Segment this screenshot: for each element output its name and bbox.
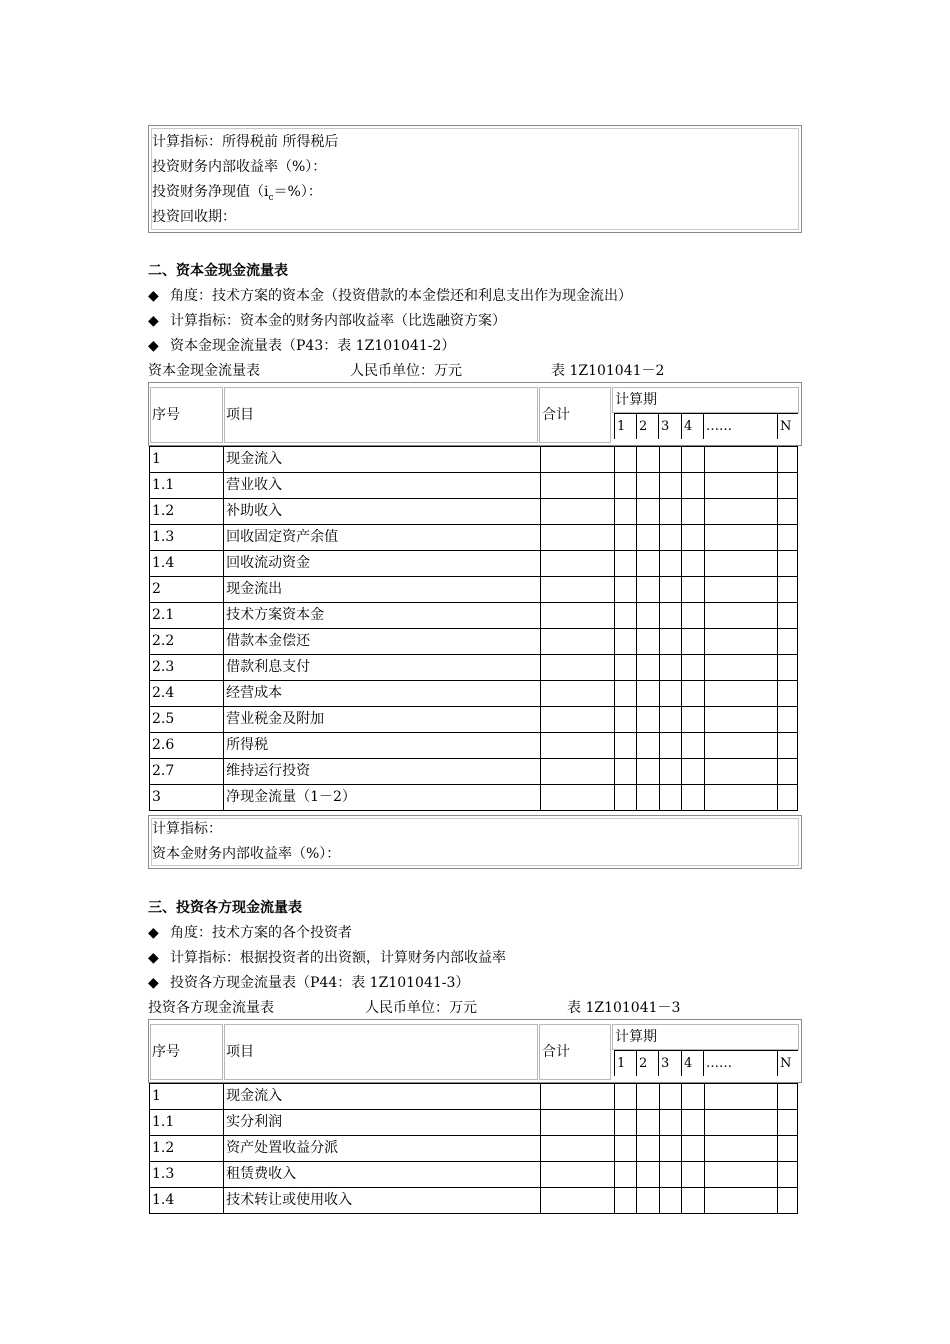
table3-caption-left: 投资各方现金流量表 xyxy=(148,1000,274,1016)
row-value-cell xyxy=(614,603,636,629)
row-value-cell xyxy=(540,525,614,551)
row-value-cell xyxy=(636,629,659,655)
table-row xyxy=(150,629,798,655)
row-seq: 1.3 xyxy=(150,1162,224,1188)
table2-footer-line-1: 计算指标： xyxy=(152,821,222,837)
table2-header-item-cell xyxy=(224,387,538,443)
row-value-cell xyxy=(681,1110,704,1136)
row-value-cell xyxy=(614,1084,636,1110)
table-row xyxy=(150,655,798,681)
row-value-cell xyxy=(636,499,659,525)
section2-bullet: ◆ 资本金现金流量表（P43：表 1Z101041-2） xyxy=(148,338,456,354)
row-item: 资产处置收益分派 xyxy=(224,1136,540,1162)
row-value-cell xyxy=(614,655,636,681)
row-item: 回收流动资金 xyxy=(224,551,540,577)
table3-period-col-3: 3 xyxy=(659,1050,682,1076)
table2-header-item: 项目 xyxy=(226,407,254,423)
row-item: 借款利息支付 xyxy=(224,655,540,681)
row-value-cell xyxy=(636,577,659,603)
row-item: 补助收入 xyxy=(224,499,540,525)
row-value-cell xyxy=(777,577,797,603)
row-value-cell xyxy=(681,785,704,811)
row-value-cell xyxy=(540,733,614,759)
table3-header-total: 合计 xyxy=(542,1044,570,1060)
table-row xyxy=(150,525,798,551)
row-seq: 2.4 xyxy=(150,681,224,707)
row-value-cell xyxy=(540,655,614,681)
section2-bullet: ◆ 角度：技术方案的资本金（投资借款的本金偿还和利息支出作为现金流出） xyxy=(148,288,632,304)
row-value-cell xyxy=(614,785,636,811)
indicator-line-2: 投资财务内部收益率（%）： xyxy=(152,159,327,175)
indicator-line-3: 投资财务净现值$(i_c=\%)$： xyxy=(152,184,322,203)
table-row xyxy=(150,577,798,603)
row-value-cell xyxy=(636,681,659,707)
table3-period-col-4: 4 xyxy=(682,1050,704,1076)
table2-header xyxy=(148,382,802,446)
row-value-cell xyxy=(777,655,797,681)
row-value-cell xyxy=(777,759,797,785)
table2-period-col-3: 3 xyxy=(659,413,682,439)
row-value-cell xyxy=(681,655,704,681)
row-value-cell xyxy=(681,1084,704,1110)
row-value-cell xyxy=(614,629,636,655)
row-value-cell xyxy=(777,603,797,629)
row-value-cell xyxy=(540,603,614,629)
row-value-cell xyxy=(540,577,614,603)
table-row xyxy=(150,1162,798,1188)
row-value-cell xyxy=(704,551,777,577)
table-row xyxy=(150,785,798,811)
section3-heading: 三、投资各方现金流量表 xyxy=(148,900,302,916)
row-value-cell xyxy=(777,525,797,551)
row-value-cell xyxy=(540,473,614,499)
table3-header-period: 计算期 xyxy=(615,1029,657,1045)
row-value-cell xyxy=(659,1162,681,1188)
table3-caption-right: 表 1Z101041－3 xyxy=(567,1000,681,1016)
row-value-cell xyxy=(681,447,704,473)
table3-header-seq: 序号 xyxy=(152,1044,180,1060)
row-value-cell xyxy=(614,707,636,733)
row-value-cell xyxy=(777,1188,797,1214)
row-value-cell xyxy=(777,499,797,525)
row-item: 经营成本 xyxy=(224,681,540,707)
table2-period-col-1: 1 xyxy=(614,413,637,439)
row-value-cell xyxy=(614,447,636,473)
row-value-cell xyxy=(704,447,777,473)
row-value-cell xyxy=(704,785,777,811)
row-value-cell xyxy=(704,733,777,759)
table-row xyxy=(150,473,798,499)
row-value-cell xyxy=(777,1136,797,1162)
row-seq: 2.1 xyxy=(150,603,224,629)
indicator-line-1: 计算指标：所得税前 所得税后 xyxy=(152,134,339,150)
table-row xyxy=(150,447,798,473)
row-value-cell xyxy=(614,551,636,577)
row-value-cell xyxy=(704,603,777,629)
table3-period-col-2: 2 xyxy=(637,1050,659,1076)
row-value-cell xyxy=(659,733,681,759)
row-value-cell xyxy=(614,1162,636,1188)
row-value-cell xyxy=(636,525,659,551)
row-value-cell xyxy=(636,551,659,577)
row-value-cell xyxy=(704,655,777,681)
row-value-cell xyxy=(704,681,777,707)
row-value-cell xyxy=(681,1136,704,1162)
row-value-cell xyxy=(659,1084,681,1110)
row-seq: 2.6 xyxy=(150,733,224,759)
row-value-cell xyxy=(636,1110,659,1136)
table2-caption-right: 表 1Z101041－2 xyxy=(551,363,665,379)
row-item: 回收固定资产余值 xyxy=(224,525,540,551)
row-item: 实分利润 xyxy=(224,1110,540,1136)
row-item: 技术转让或使用收入 xyxy=(224,1188,540,1214)
table-row xyxy=(150,499,798,525)
row-value-cell xyxy=(704,473,777,499)
table3-period-col-1: 1 xyxy=(614,1050,637,1076)
row-value-cell xyxy=(704,525,777,551)
row-value-cell xyxy=(540,681,614,707)
table2-caption-left: 资本金现金流量表 xyxy=(148,363,260,379)
row-value-cell xyxy=(681,1162,704,1188)
row-value-cell xyxy=(614,577,636,603)
row-value-cell xyxy=(777,473,797,499)
row-value-cell xyxy=(681,603,704,629)
row-seq: 1.2 xyxy=(150,499,224,525)
row-item: 现金流入 xyxy=(224,1084,540,1110)
row-value-cell xyxy=(681,577,704,603)
row-value-cell xyxy=(636,785,659,811)
row-value-cell xyxy=(540,707,614,733)
row-value-cell xyxy=(540,447,614,473)
row-item: 净现金流量（1－2） xyxy=(224,785,540,811)
table-row xyxy=(150,1110,798,1136)
row-value-cell xyxy=(659,1136,681,1162)
row-item: 现金流入 xyxy=(224,447,540,473)
row-value-cell xyxy=(704,629,777,655)
row-value-cell xyxy=(659,473,681,499)
section3-bullet: ◆ 计算指标：根据投资者的出资额，计算财务内部收益率 xyxy=(148,950,506,966)
table-row xyxy=(150,551,798,577)
row-seq: 1.1 xyxy=(150,1110,224,1136)
table3-body xyxy=(149,1083,798,1214)
row-value-cell xyxy=(636,733,659,759)
row-item: 现金流出 xyxy=(224,577,540,603)
row-value-cell xyxy=(704,759,777,785)
row-value-cell xyxy=(614,733,636,759)
row-value-cell xyxy=(636,473,659,499)
row-value-cell xyxy=(540,499,614,525)
table3-header-item-cell xyxy=(224,1024,538,1080)
row-seq: 1.1 xyxy=(150,473,224,499)
table-row xyxy=(150,759,798,785)
row-value-cell xyxy=(614,499,636,525)
row-seq: 1 xyxy=(150,1084,224,1110)
row-item: 技术方案资本金 xyxy=(224,603,540,629)
row-value-cell xyxy=(540,1188,614,1214)
table3-period-col-n: N xyxy=(778,1050,798,1076)
section2-bullet: ◆ 计算指标：资本金的财务内部收益率（比选融资方案） xyxy=(148,313,506,329)
table-row xyxy=(150,707,798,733)
row-value-cell xyxy=(777,629,797,655)
row-value-cell xyxy=(704,1136,777,1162)
row-value-cell xyxy=(659,499,681,525)
row-value-cell xyxy=(704,1084,777,1110)
row-value-cell xyxy=(614,1188,636,1214)
row-value-cell xyxy=(659,1110,681,1136)
row-item: 所得税 xyxy=(224,733,540,759)
section3-bullet: ◆ 角度：技术方案的各个投资者 xyxy=(148,925,352,941)
row-value-cell xyxy=(659,447,681,473)
table3-header xyxy=(148,1019,802,1083)
row-value-cell xyxy=(540,1136,614,1162)
row-value-cell xyxy=(704,1110,777,1136)
row-value-cell xyxy=(614,1136,636,1162)
row-value-cell xyxy=(659,577,681,603)
table3-header-item: 项目 xyxy=(226,1044,254,1060)
row-value-cell xyxy=(681,499,704,525)
row-value-cell xyxy=(659,1188,681,1214)
row-seq: 1.3 xyxy=(150,525,224,551)
row-item: 营业收入 xyxy=(224,473,540,499)
table2-period-col-n: N xyxy=(778,413,798,439)
row-value-cell xyxy=(659,525,681,551)
row-value-cell xyxy=(636,1188,659,1214)
row-value-cell xyxy=(681,681,704,707)
row-value-cell xyxy=(540,1162,614,1188)
row-value-cell xyxy=(777,551,797,577)
row-value-cell xyxy=(681,629,704,655)
row-value-cell xyxy=(659,785,681,811)
row-seq: 2.7 xyxy=(150,759,224,785)
row-value-cell xyxy=(614,473,636,499)
row-seq: 2.3 xyxy=(150,655,224,681)
row-value-cell xyxy=(636,759,659,785)
row-value-cell xyxy=(681,733,704,759)
table-row xyxy=(150,733,798,759)
row-value-cell xyxy=(614,681,636,707)
table2-period-col-4: 4 xyxy=(682,413,704,439)
row-value-cell xyxy=(777,1084,797,1110)
row-value-cell xyxy=(681,759,704,785)
row-value-cell xyxy=(636,707,659,733)
row-value-cell xyxy=(659,707,681,733)
table2-footer-line-2: 资本金财务内部收益率（%）： xyxy=(152,846,341,862)
table3-period-col-ellipsis: …… xyxy=(704,1050,778,1076)
table-row xyxy=(150,1188,798,1214)
row-value-cell xyxy=(540,551,614,577)
row-value-cell xyxy=(540,759,614,785)
row-seq: 1 xyxy=(150,447,224,473)
row-value-cell xyxy=(704,499,777,525)
row-value-cell xyxy=(704,577,777,603)
row-value-cell xyxy=(659,759,681,785)
table2-period-col-ellipsis: …… xyxy=(704,413,778,439)
row-value-cell xyxy=(777,707,797,733)
row-value-cell xyxy=(614,759,636,785)
row-value-cell xyxy=(659,655,681,681)
table-row xyxy=(150,1136,798,1162)
row-value-cell xyxy=(777,681,797,707)
row-value-cell xyxy=(540,629,614,655)
row-value-cell xyxy=(704,1188,777,1214)
row-value-cell xyxy=(540,1084,614,1110)
row-seq: 2.5 xyxy=(150,707,224,733)
row-value-cell xyxy=(540,785,614,811)
table3-caption-mid: 人民币单位：万元 xyxy=(365,1000,477,1016)
row-item: 借款本金偿还 xyxy=(224,629,540,655)
table2-body xyxy=(149,446,798,811)
row-value-cell xyxy=(681,1188,704,1214)
row-item: 营业税金及附加 xyxy=(224,707,540,733)
row-value-cell xyxy=(681,473,704,499)
row-item: 租赁费收入 xyxy=(224,1162,540,1188)
section3-bullet: ◆ 投资各方现金流量表（P44：表 1Z101041-3） xyxy=(148,975,470,991)
row-seq: 3 xyxy=(150,785,224,811)
row-value-cell xyxy=(681,707,704,733)
row-value-cell xyxy=(777,1110,797,1136)
row-value-cell xyxy=(659,551,681,577)
table2-period-col-2: 2 xyxy=(637,413,659,439)
row-value-cell xyxy=(681,525,704,551)
table2-caption-mid: 人民币单位：万元 xyxy=(350,363,462,379)
table2-header-seq: 序号 xyxy=(152,407,180,423)
row-value-cell xyxy=(777,1162,797,1188)
row-value-cell xyxy=(614,1110,636,1136)
row-value-cell xyxy=(777,785,797,811)
row-seq: 1.4 xyxy=(150,551,224,577)
row-value-cell xyxy=(636,447,659,473)
row-value-cell xyxy=(636,1162,659,1188)
row-seq: 1.2 xyxy=(150,1136,224,1162)
row-value-cell xyxy=(540,1110,614,1136)
row-value-cell xyxy=(636,655,659,681)
table2-header-period: 计算期 xyxy=(615,392,657,408)
row-value-cell xyxy=(777,733,797,759)
table-row xyxy=(150,1084,798,1110)
row-value-cell xyxy=(659,629,681,655)
row-seq: 2.2 xyxy=(150,629,224,655)
row-seq: 2 xyxy=(150,577,224,603)
row-value-cell xyxy=(777,447,797,473)
table-row xyxy=(150,603,798,629)
row-value-cell xyxy=(636,1136,659,1162)
row-value-cell xyxy=(636,603,659,629)
row-value-cell xyxy=(636,1084,659,1110)
row-item: 维持运行投资 xyxy=(224,759,540,785)
indicator-line-4: 投资回收期： xyxy=(152,209,236,225)
table2-header-total: 合计 xyxy=(542,407,570,423)
row-seq: 1.4 xyxy=(150,1188,224,1214)
row-value-cell xyxy=(704,707,777,733)
row-value-cell xyxy=(659,603,681,629)
row-value-cell xyxy=(681,551,704,577)
section2-heading: 二、资本金现金流量表 xyxy=(148,263,288,279)
row-value-cell xyxy=(704,1162,777,1188)
row-value-cell xyxy=(614,525,636,551)
table-row xyxy=(150,681,798,707)
row-value-cell xyxy=(659,681,681,707)
